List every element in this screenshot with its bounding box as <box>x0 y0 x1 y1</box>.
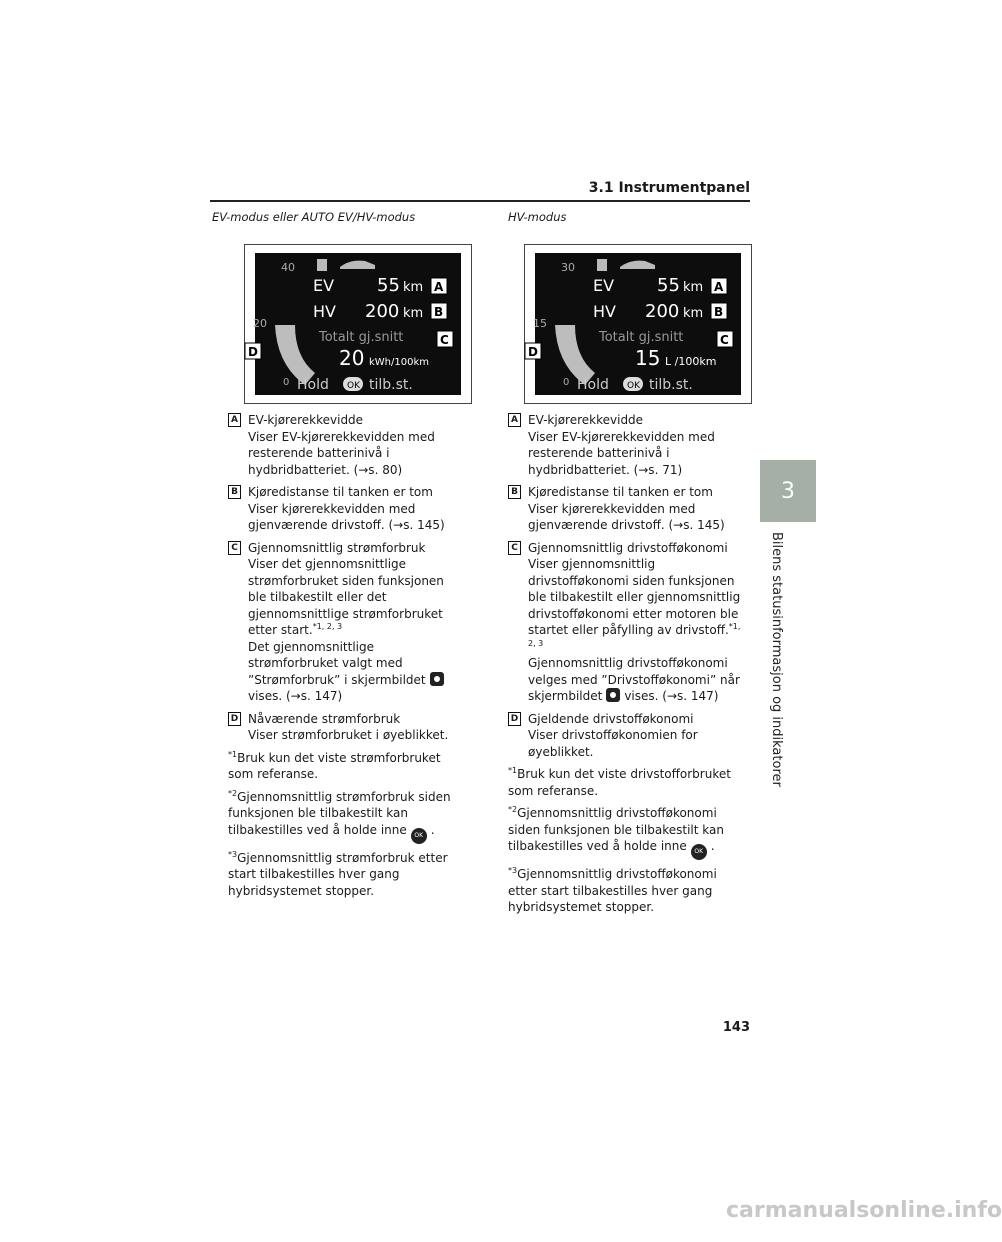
list-item: C Gjennomsnittlig strømforbruk Viser det gjennomsnittlige strømforbruket siden funksjonen ble tilbakestilt eller det gjennomsnittlige strømforbruket etter start.$^{*1, 2, 3}$ Det gjennomsnittlige strømforbruket valgt med ”Strømforbruk” i skjermbildetvises. (→s. 147) <box>228 540 464 705</box>
ok-button-icon: OK <box>411 828 427 844</box>
left-avg-unit: kWh/100km <box>369 357 430 368</box>
right-avg-unit: L /100km <box>665 355 717 368</box>
right-hv-value: 200 <box>645 301 680 322</box>
right-scale-bottom: 0 <box>563 377 570 388</box>
left-callout-a: A <box>434 280 444 294</box>
right-reset: tilb.st. <box>649 377 693 393</box>
list-item: D Nåværende strømforbruk Viser strømforbruket i øyeblikket. <box>228 711 464 744</box>
right-callout-b: B <box>714 305 724 319</box>
left-scale-mid: 20 <box>253 317 267 330</box>
settings-gear-icon <box>430 672 444 686</box>
item-letter: C <box>508 541 521 555</box>
right-ev-unit: km <box>683 280 704 295</box>
left-avg-label: Totalt gj.snitt <box>319 330 404 345</box>
list-item: B Kjøredistanse til tanken er tom Viser kjørerekkevidden med gjenværende drivstoff. (→s. 145) <box>508 484 744 534</box>
chapter-title: Bilens statusinformasjon og indikatorer <box>769 532 784 787</box>
left-hv-unit: km <box>403 306 424 321</box>
fuel-pump-icon <box>597 259 607 271</box>
footnote: $^{*1}$Bruk kun det viste drivstofforbruket som referanse. <box>508 766 731 798</box>
footnote: $^{*1}$Bruk kun det viste strømforbruket som referanse. <box>228 749 441 781</box>
right-avg-label: Totalt gj.snitt <box>599 330 684 345</box>
item-letter: A <box>508 413 521 427</box>
left-scale-bottom: 0 <box>283 377 290 388</box>
right-scale-top: 30 <box>561 261 575 274</box>
right-callout-a: A <box>714 280 724 294</box>
fuel-pump-icon <box>317 259 327 271</box>
watermark: carmanualsonline.info <box>726 1198 1002 1223</box>
item-letter: C <box>228 541 241 555</box>
right-hv-unit: km <box>683 306 704 321</box>
chapter-tab: 3 <box>760 460 816 522</box>
left-hv-value: 200 <box>365 301 400 322</box>
left-ok: OK <box>347 381 360 391</box>
list-item: A EV-kjørerekkevidde Viser EV-kjørerekkevidden med resterende batterinivå i hydbridbatteriet. (→s. 71) <box>508 412 744 478</box>
list-item: C Gjennomsnittlig drivstofføkonomi Viser gjennomsnittlig drivstofføkonomi siden funksjonen ble tilbakestilt eller gjennomsnittlig drivstofføkonomi etter motoren ble startet eller påfylling av drivstoff.$^{*1, 2, 3}$ Gjennomsnittlig drivstofføkonomi velges med ”Drivstofføkonomi” når skjermbildet vises. (→s. 147) <box>508 540 744 705</box>
page-number: 143 <box>722 1020 750 1035</box>
item-letter: D <box>508 712 521 726</box>
left-items <box>228 412 464 903</box>
left-caption: EV-modus eller AUTO EV/HV-modus <box>212 210 416 224</box>
right-ok: OK <box>627 381 640 391</box>
section-header: 3.1 Instrumentpanel <box>210 178 750 202</box>
left-callout-c: C <box>440 333 449 347</box>
footnote: $^{*2}$Gjennomsnittlig strømforbruk siden funksjonen ble tilbakestilt kan tilbakestilles ved å holde inne OK . <box>228 789 464 844</box>
right-hv-label: HV <box>593 302 616 321</box>
left-callout-b: B <box>434 305 444 319</box>
left-reset: tilb.st. <box>369 377 413 393</box>
right-ev-label: EV <box>593 276 615 295</box>
item-letter: D <box>228 712 241 726</box>
right-callout-d: D <box>528 345 538 359</box>
right-avg-value: 15 <box>635 346 661 370</box>
right-caption: HV-modus <box>508 210 567 224</box>
footnote: $^{*3}$Gjennomsnittlig strømforbruk etter start tilbakestilles hver gang hybridsystemet stopper. <box>228 849 448 898</box>
left-display <box>244 244 472 404</box>
right-scale-mid: 15 <box>533 317 547 330</box>
right-items <box>508 412 744 920</box>
left-avg-value: 20 <box>339 346 365 370</box>
item-letter: A <box>228 413 241 427</box>
left-ev-label: EV <box>313 276 335 295</box>
right-display <box>524 244 752 404</box>
ok-button-icon: OK <box>691 844 707 860</box>
left-callout-d: D <box>248 345 258 359</box>
item-letter: B <box>228 485 241 499</box>
left-ev-unit: km <box>403 280 424 295</box>
list-item: D Gjeldende drivstofføkonomi Viser drivstofføkonomien for øyeblikket. <box>508 711 744 761</box>
list-item: A EV-kjørerekkevidde Viser EV-kjørerekkevidden med resterende batterinivå i hydbridbatteriet. (→s. 80) <box>228 412 464 478</box>
item-letter: B <box>508 485 521 499</box>
right-ev-value: 55 <box>657 275 680 296</box>
settings-gear-icon <box>606 688 620 702</box>
footnote: $^{*2}$Gjennomsnittlig drivstofføkonomi siden funksjonen ble tilbakestilt kan tilbakestilles ved å holde inne OK . <box>508 805 744 860</box>
list-item: B Kjøredistanse til tanken er tom Viser kjørerekkevidden med gjenværende drivstoff. (→s. 145) <box>228 484 464 534</box>
right-callout-c: C <box>720 333 729 347</box>
right-hold: Hold <box>577 377 609 393</box>
footnote: $^{*3}$Gjennomsnittlig drivstofføkonomi etter start tilbakestilles hver gang hybridsystemet stopper. <box>508 866 717 914</box>
left-hv-label: HV <box>313 302 336 321</box>
left-scale-top: 40 <box>281 261 295 274</box>
left-hold: Hold <box>297 377 329 393</box>
left-ev-value: 55 <box>377 275 400 296</box>
